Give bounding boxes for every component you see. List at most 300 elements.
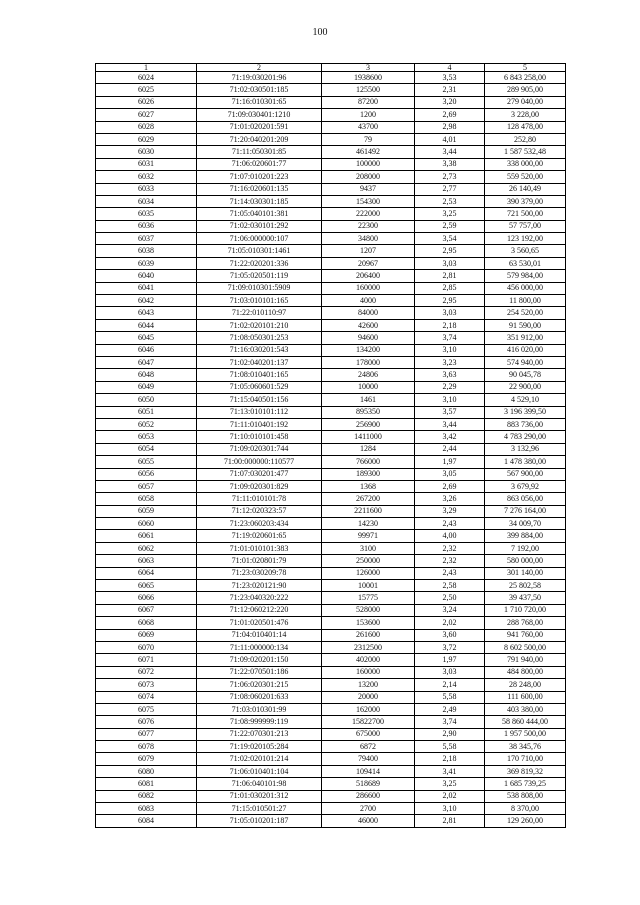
rate-cell: 2,69 xyxy=(415,109,485,121)
area-cell: 134200 xyxy=(322,344,415,356)
page-number: 100 xyxy=(312,27,328,38)
area-cell: 162000 xyxy=(322,703,415,715)
row-number-cell: 6032 xyxy=(96,171,197,183)
rate-cell: 2,49 xyxy=(415,703,485,715)
row-number-cell: 6033 xyxy=(96,183,197,195)
row-number-cell: 6062 xyxy=(96,542,197,554)
value-cell: 369 819,32 xyxy=(485,765,566,777)
value-cell: 567 900,00 xyxy=(485,468,566,480)
table-header xyxy=(96,64,566,72)
rate-cell: 3,10 xyxy=(415,803,485,815)
table-row xyxy=(96,666,566,678)
rate-cell: 3,25 xyxy=(415,778,485,790)
cadastral-number-cell: 71:06:010401:104 xyxy=(197,765,322,777)
cadastral-number-cell: 71:11:000000:134 xyxy=(197,641,322,653)
row-number-cell: 6044 xyxy=(96,319,197,331)
area-cell: 15822700 xyxy=(322,716,415,728)
row-number-cell: 6035 xyxy=(96,208,197,220)
area-cell: 24806 xyxy=(322,369,415,381)
table-row xyxy=(96,728,566,740)
value-cell: 579 984,00 xyxy=(485,270,566,282)
row-number-cell: 6066 xyxy=(96,592,197,604)
row-number-cell: 6065 xyxy=(96,580,197,592)
row-number-cell: 6083 xyxy=(96,803,197,815)
table-row xyxy=(96,332,566,344)
cadastral-number-cell: 71:09:010301:5909 xyxy=(197,282,322,294)
value-cell: 39 437,50 xyxy=(485,592,566,604)
column-header-2: 2 xyxy=(197,64,322,72)
cadastral-number-cell: 71:15:010501:27 xyxy=(197,803,322,815)
area-cell: 34800 xyxy=(322,233,415,245)
rate-cell: 2,73 xyxy=(415,171,485,183)
cadastral-number-cell: 71:05:040101:381 xyxy=(197,208,322,220)
row-number-cell: 6084 xyxy=(96,815,197,827)
area-cell: 79400 xyxy=(322,753,415,765)
table-row xyxy=(96,456,566,468)
area-cell: 160000 xyxy=(322,666,415,678)
cadastral-number-cell: 71:06:020301:215 xyxy=(197,679,322,691)
value-cell: 863 056,00 xyxy=(485,493,566,505)
rate-cell: 1,97 xyxy=(415,456,485,468)
rate-cell: 3,74 xyxy=(415,716,485,728)
rate-cell: 2,69 xyxy=(415,480,485,492)
cadastral-number-cell: 71:01:020801:79 xyxy=(197,555,322,567)
area-cell: 256900 xyxy=(322,418,415,430)
table-row xyxy=(96,567,566,579)
table-row xyxy=(96,356,566,368)
value-cell: 26 140,49 xyxy=(485,183,566,195)
value-cell: 416 020,00 xyxy=(485,344,566,356)
value-cell: 91 590,00 xyxy=(485,319,566,331)
rate-cell: 5,58 xyxy=(415,691,485,703)
cadastral-number-cell: 71:11:010401:192 xyxy=(197,418,322,430)
value-cell: 289 905,00 xyxy=(485,84,566,96)
rate-cell: 2,58 xyxy=(415,580,485,592)
table-row xyxy=(96,233,566,245)
value-cell: 1 957 500,00 xyxy=(485,728,566,740)
rate-cell: 2,18 xyxy=(415,319,485,331)
cadastral-number-cell: 71:08:999999:119 xyxy=(197,716,322,728)
cadastral-number-cell: 71:05:060601:529 xyxy=(197,381,322,393)
table-row xyxy=(96,480,566,492)
cadastral-number-cell: 71:02:030101:292 xyxy=(197,220,322,232)
rate-cell: 3,54 xyxy=(415,233,485,245)
table-row xyxy=(96,96,566,108)
area-cell: 94600 xyxy=(322,332,415,344)
rate-cell: 3,44 xyxy=(415,418,485,430)
rate-cell: 3,26 xyxy=(415,493,485,505)
area-cell: 189300 xyxy=(322,468,415,480)
value-cell: 129 260,00 xyxy=(485,815,566,827)
area-cell: 3100 xyxy=(322,542,415,554)
area-cell: 2211600 xyxy=(322,505,415,517)
table-row xyxy=(96,778,566,790)
cadastral-number-cell: 71:16:010301:65 xyxy=(197,96,322,108)
value-cell: 57 757,00 xyxy=(485,220,566,232)
row-number-cell: 6028 xyxy=(96,121,197,133)
table-row xyxy=(96,518,566,530)
area-cell: 22300 xyxy=(322,220,415,232)
value-cell: 559 520,00 xyxy=(485,171,566,183)
cadastral-number-cell: 71:00:000000:110577 xyxy=(197,456,322,468)
area-cell: 126000 xyxy=(322,567,415,579)
row-number-cell: 6060 xyxy=(96,518,197,530)
table-row xyxy=(96,815,566,827)
row-number-cell: 6051 xyxy=(96,406,197,418)
row-number-cell: 6052 xyxy=(96,418,197,430)
cadastral-number-cell: 71:12:020323:57 xyxy=(197,505,322,517)
rate-cell: 3,57 xyxy=(415,406,485,418)
table-row xyxy=(96,171,566,183)
area-cell: 10000 xyxy=(322,381,415,393)
table-row xyxy=(96,629,566,641)
table-row xyxy=(96,84,566,96)
table-row xyxy=(96,133,566,145)
row-number-cell: 6039 xyxy=(96,257,197,269)
row-number-cell: 6072 xyxy=(96,666,197,678)
rate-cell: 2,18 xyxy=(415,753,485,765)
value-cell: 128 478,00 xyxy=(485,121,566,133)
cadastral-number-cell: 71:08:060201:633 xyxy=(197,691,322,703)
value-cell: 111 600,00 xyxy=(485,691,566,703)
row-number-cell: 6040 xyxy=(96,270,197,282)
value-cell: 1 685 739,25 xyxy=(485,778,566,790)
row-number-cell: 6037 xyxy=(96,233,197,245)
cadastral-number-cell: 71:09:030401:1210 xyxy=(197,109,322,121)
area-cell: 87200 xyxy=(322,96,415,108)
rate-cell: 3,42 xyxy=(415,431,485,443)
area-cell: 79 xyxy=(322,133,415,145)
value-cell: 1 710 720,00 xyxy=(485,604,566,616)
area-cell: 153600 xyxy=(322,617,415,629)
rate-cell: 3,25 xyxy=(415,208,485,220)
area-cell: 46000 xyxy=(322,815,415,827)
rate-cell: 3,63 xyxy=(415,369,485,381)
area-cell: 1207 xyxy=(322,245,415,257)
table-row xyxy=(96,344,566,356)
cadastral-number-cell: 71:11:010101:78 xyxy=(197,493,322,505)
row-number-cell: 6055 xyxy=(96,456,197,468)
row-number-cell: 6079 xyxy=(96,753,197,765)
area-cell: 222000 xyxy=(322,208,415,220)
area-cell: 154300 xyxy=(322,195,415,207)
row-number-cell: 6029 xyxy=(96,133,197,145)
rate-cell: 2,90 xyxy=(415,728,485,740)
value-cell: 38 345,76 xyxy=(485,741,566,753)
area-cell: 250000 xyxy=(322,555,415,567)
area-cell: 20000 xyxy=(322,691,415,703)
cadastral-number-cell: 71:09:020201:150 xyxy=(197,654,322,666)
table-row xyxy=(96,703,566,715)
rate-cell: 2,32 xyxy=(415,542,485,554)
table-row xyxy=(96,220,566,232)
registry-table xyxy=(95,63,566,828)
cadastral-number-cell: 71:04:010401:14 xyxy=(197,629,322,641)
table-row xyxy=(96,592,566,604)
cadastral-number-cell: 71:23:030209:78 xyxy=(197,567,322,579)
cadastral-number-cell: 71:09:020301:744 xyxy=(197,443,322,455)
area-cell: 518689 xyxy=(322,778,415,790)
table-row xyxy=(96,580,566,592)
rate-cell: 2,98 xyxy=(415,121,485,133)
rate-cell: 3,10 xyxy=(415,394,485,406)
cadastral-number-cell: 71:14:030301:185 xyxy=(197,195,322,207)
rate-cell: 2,29 xyxy=(415,381,485,393)
table-row xyxy=(96,121,566,133)
area-cell: 1284 xyxy=(322,443,415,455)
row-number-cell: 6043 xyxy=(96,307,197,319)
row-number-cell: 6054 xyxy=(96,443,197,455)
row-number-cell: 6056 xyxy=(96,468,197,480)
value-cell: 390 379,00 xyxy=(485,195,566,207)
value-cell: 403 380,00 xyxy=(485,703,566,715)
cadastral-number-cell: 71:23:040320:222 xyxy=(197,592,322,604)
table-row xyxy=(96,72,566,84)
area-cell: 528000 xyxy=(322,604,415,616)
value-cell: 351 912,00 xyxy=(485,332,566,344)
row-number-cell: 6057 xyxy=(96,480,197,492)
rate-cell: 2,81 xyxy=(415,270,485,282)
row-number-cell: 6073 xyxy=(96,679,197,691)
table-row xyxy=(96,195,566,207)
row-number-cell: 6025 xyxy=(96,84,197,96)
area-cell: 206400 xyxy=(322,270,415,282)
table-row xyxy=(96,493,566,505)
area-cell: 4000 xyxy=(322,295,415,307)
table-row xyxy=(96,381,566,393)
value-cell: 3 196 399,50 xyxy=(485,406,566,418)
table-row xyxy=(96,716,566,728)
table-row xyxy=(96,257,566,269)
cadastral-number-cell: 71:02:020101:214 xyxy=(197,753,322,765)
table-row xyxy=(96,641,566,653)
area-cell: 43700 xyxy=(322,121,415,133)
rate-cell: 2,14 xyxy=(415,679,485,691)
table-row xyxy=(96,765,566,777)
row-number-cell: 6068 xyxy=(96,617,197,629)
cadastral-number-cell: 71:03:010101:165 xyxy=(197,295,322,307)
area-cell: 109414 xyxy=(322,765,415,777)
cadastral-number-cell: 71:19:020105:284 xyxy=(197,741,322,753)
rate-cell: 3,60 xyxy=(415,629,485,641)
value-cell: 252,80 xyxy=(485,133,566,145)
area-cell: 1368 xyxy=(322,480,415,492)
area-cell: 1411000 xyxy=(322,431,415,443)
rate-cell: 3,03 xyxy=(415,257,485,269)
table-row xyxy=(96,319,566,331)
cadastral-number-cell: 71:01:020201:591 xyxy=(197,121,322,133)
value-cell: 883 736,00 xyxy=(485,418,566,430)
area-cell: 9437 xyxy=(322,183,415,195)
rate-cell: 3,29 xyxy=(415,505,485,517)
value-cell: 90 045,78 xyxy=(485,369,566,381)
table-row xyxy=(96,741,566,753)
area-cell: 13200 xyxy=(322,679,415,691)
value-cell: 301 140,00 xyxy=(485,567,566,579)
rate-cell: 3,53 xyxy=(415,72,485,84)
row-number-cell: 6045 xyxy=(96,332,197,344)
value-cell: 456 000,00 xyxy=(485,282,566,294)
value-cell: 791 940,00 xyxy=(485,654,566,666)
cadastral-number-cell: 71:19:030201:96 xyxy=(197,72,322,84)
rate-cell: 2,32 xyxy=(415,555,485,567)
value-cell: 7 192,00 xyxy=(485,542,566,554)
column-header-1: 1 xyxy=(96,64,197,72)
value-cell: 58 860 444,00 xyxy=(485,716,566,728)
row-number-cell: 6070 xyxy=(96,641,197,653)
table-row xyxy=(96,530,566,542)
value-cell: 22 900,00 xyxy=(485,381,566,393)
row-number-cell: 6024 xyxy=(96,72,197,84)
table-row xyxy=(96,295,566,307)
row-number-cell: 6078 xyxy=(96,741,197,753)
row-number-cell: 6077 xyxy=(96,728,197,740)
table-row xyxy=(96,158,566,170)
value-cell: 4 529,10 xyxy=(485,394,566,406)
table-row xyxy=(96,443,566,455)
row-number-cell: 6027 xyxy=(96,109,197,121)
cadastral-number-cell: 71:01:020501:476 xyxy=(197,617,322,629)
area-cell: 1461 xyxy=(322,394,415,406)
area-cell: 20967 xyxy=(322,257,415,269)
cadastral-number-cell: 71:02:040201:137 xyxy=(197,356,322,368)
area-cell: 261600 xyxy=(322,629,415,641)
cadastral-number-cell: 71:02:030501:185 xyxy=(197,84,322,96)
area-cell: 15775 xyxy=(322,592,415,604)
rate-cell: 3,23 xyxy=(415,356,485,368)
row-number-cell: 6074 xyxy=(96,691,197,703)
rate-cell: 2,31 xyxy=(415,84,485,96)
cadastral-number-cell: 71:13:010101:112 xyxy=(197,406,322,418)
area-cell: 1938600 xyxy=(322,72,415,84)
table-row xyxy=(96,394,566,406)
value-cell: 399 884,00 xyxy=(485,530,566,542)
rate-cell: 2,85 xyxy=(415,282,485,294)
rate-cell: 4,01 xyxy=(415,133,485,145)
rate-cell: 2,81 xyxy=(415,815,485,827)
value-cell: 4 783 290,00 xyxy=(485,431,566,443)
value-cell: 11 800,00 xyxy=(485,295,566,307)
row-number-cell: 6030 xyxy=(96,146,197,158)
rate-cell: 3,05 xyxy=(415,468,485,480)
area-cell: 178000 xyxy=(322,356,415,368)
value-cell: 574 940,00 xyxy=(485,356,566,368)
value-cell: 484 800,00 xyxy=(485,666,566,678)
area-cell: 286600 xyxy=(322,790,415,802)
rate-cell: 2,95 xyxy=(415,295,485,307)
value-cell: 170 710,00 xyxy=(485,753,566,765)
value-cell: 123 192,00 xyxy=(485,233,566,245)
area-cell: 99971 xyxy=(322,530,415,542)
row-number-cell: 6076 xyxy=(96,716,197,728)
table-row xyxy=(96,542,566,554)
value-cell: 7 276 164,00 xyxy=(485,505,566,517)
row-number-cell: 6031 xyxy=(96,158,197,170)
row-number-cell: 6067 xyxy=(96,604,197,616)
value-cell: 254 520,00 xyxy=(485,307,566,319)
rate-cell: 3,20 xyxy=(415,96,485,108)
cadastral-number-cell: 71:06:040101:98 xyxy=(197,778,322,790)
rate-cell: 3,72 xyxy=(415,641,485,653)
row-number-cell: 6064 xyxy=(96,567,197,579)
cadastral-number-cell: 71:22:070501:186 xyxy=(197,666,322,678)
cadastral-number-cell: 71:10:010101:458 xyxy=(197,431,322,443)
rate-cell: 5,58 xyxy=(415,741,485,753)
table-row xyxy=(96,654,566,666)
value-cell: 3 560,65 xyxy=(485,245,566,257)
area-cell: 675000 xyxy=(322,728,415,740)
area-cell: 42600 xyxy=(322,319,415,331)
row-number-cell: 6042 xyxy=(96,295,197,307)
area-cell: 14230 xyxy=(322,518,415,530)
area-cell: 6872 xyxy=(322,741,415,753)
area-cell: 84000 xyxy=(322,307,415,319)
table-row xyxy=(96,617,566,629)
rate-cell: 3,24 xyxy=(415,604,485,616)
row-number-cell: 6053 xyxy=(96,431,197,443)
table-row xyxy=(96,109,566,121)
value-cell: 338 000,00 xyxy=(485,158,566,170)
rate-cell: 3,44 xyxy=(415,146,485,158)
cadastral-number-cell: 71:15:040501:156 xyxy=(197,394,322,406)
table-row xyxy=(96,604,566,616)
cadastral-number-cell: 71:09:020301:829 xyxy=(197,480,322,492)
value-cell: 3 679,92 xyxy=(485,480,566,492)
table-row xyxy=(96,307,566,319)
table-row xyxy=(96,418,566,430)
value-cell: 3 132,96 xyxy=(485,443,566,455)
row-number-cell: 6048 xyxy=(96,369,197,381)
row-number-cell: 6080 xyxy=(96,765,197,777)
value-cell: 721 500,00 xyxy=(485,208,566,220)
table-row xyxy=(96,369,566,381)
value-cell: 1 587 532,48 xyxy=(485,146,566,158)
cadastral-number-cell: 71:05:020501:119 xyxy=(197,270,322,282)
value-cell: 580 000,00 xyxy=(485,555,566,567)
rate-cell: 2,77 xyxy=(415,183,485,195)
value-cell: 279 040,00 xyxy=(485,96,566,108)
rate-cell: 2,59 xyxy=(415,220,485,232)
area-cell: 208000 xyxy=(322,171,415,183)
rate-cell: 3,03 xyxy=(415,307,485,319)
rate-cell: 2,43 xyxy=(415,518,485,530)
row-number-cell: 6081 xyxy=(96,778,197,790)
area-cell: 10001 xyxy=(322,580,415,592)
cadastral-number-cell: 71:02:020101:210 xyxy=(197,319,322,331)
area-cell: 766000 xyxy=(322,456,415,468)
value-cell: 8 602 500,00 xyxy=(485,641,566,653)
cadastral-number-cell: 71:12:060212:220 xyxy=(197,604,322,616)
cadastral-number-cell: 71:22:010110:97 xyxy=(197,307,322,319)
area-cell: 895350 xyxy=(322,406,415,418)
rate-cell: 3,41 xyxy=(415,765,485,777)
rate-cell: 3,38 xyxy=(415,158,485,170)
table-row xyxy=(96,790,566,802)
table-row xyxy=(96,431,566,443)
rate-cell: 3,74 xyxy=(415,332,485,344)
table-row xyxy=(96,803,566,815)
row-number-cell: 6071 xyxy=(96,654,197,666)
rate-cell: 2,02 xyxy=(415,790,485,802)
column-header-4: 4 xyxy=(415,64,485,72)
table-row xyxy=(96,691,566,703)
table-row xyxy=(96,146,566,158)
cadastral-number-cell: 71:08:050301:253 xyxy=(197,332,322,344)
cadastral-number-cell: 71:22:070301:213 xyxy=(197,728,322,740)
row-number-cell: 6059 xyxy=(96,505,197,517)
cadastral-number-cell: 71:19:020601:65 xyxy=(197,530,322,542)
area-cell: 1200 xyxy=(322,109,415,121)
